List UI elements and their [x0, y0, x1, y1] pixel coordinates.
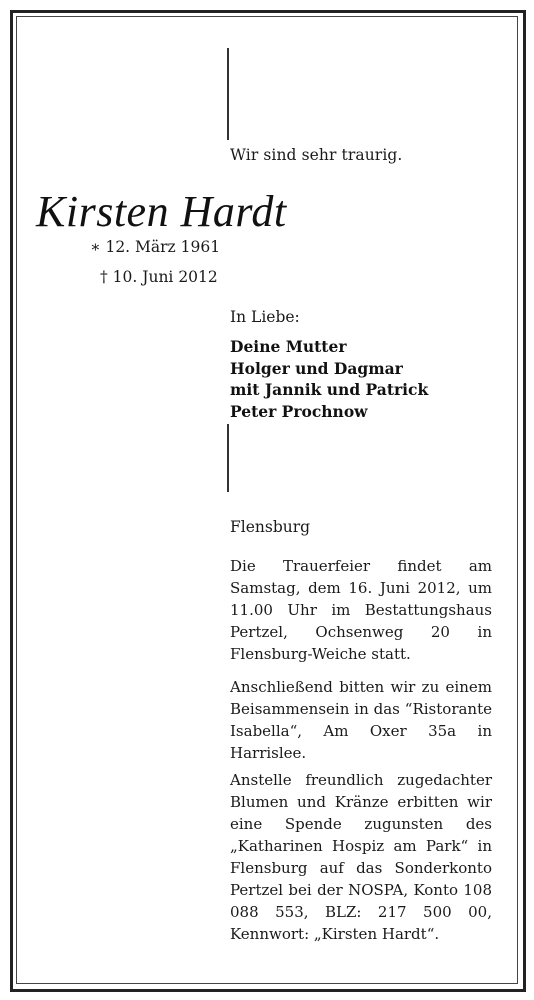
funeral-info-paragraph: Die Trauerfeier findet am Samstag, dem 16. Juni 2012, um 11.00 Uhr im Bestattungshaus Pertzel, Ochsenweg 20 in Flensburg-Weiche statt. — [230, 557, 492, 663]
mourners-list — [230, 336, 428, 422]
birth-date: ∗ 12. März 1961 — [90, 238, 221, 256]
vertical-rule-top — [227, 48, 229, 140]
mourner-name: Holger und Dagmar — [230, 358, 403, 378]
vertical-rule-middle — [227, 424, 229, 492]
mourner-name: Peter Prochnow — [230, 401, 368, 421]
donation-info-paragraph: Anstelle freundlich zugedachter Blumen und Kränze erbitten wir eine Spende zugunsten des „Katharinen Hospiz am Park“ in Flensburg auf das Sonderkonto Pertzel bei der NOSPA, Konto 108 088 553, BLZ: 217 500 00, Kennwort: „Kirsten Hardt“. — [230, 771, 492, 943]
gathering-info-paragraph: Anschließend bitten wir zu einem Beisammensein in das “Ristorante Isabella“, Am Oxer 35a in Harrislee. — [230, 678, 492, 762]
mourner-name: Deine Mutter — [230, 337, 347, 356]
mourner-name: mit Jannik und Patrick — [230, 380, 429, 399]
condolence-header: Wir sind sehr traurig. — [230, 146, 403, 164]
mourners-intro: In Liebe: — [230, 308, 300, 326]
death-date: † 10. Juni 2012 — [100, 268, 218, 286]
location: Flensburg — [230, 518, 311, 536]
deceased-name: Kirsten Hardt — [36, 187, 287, 236]
